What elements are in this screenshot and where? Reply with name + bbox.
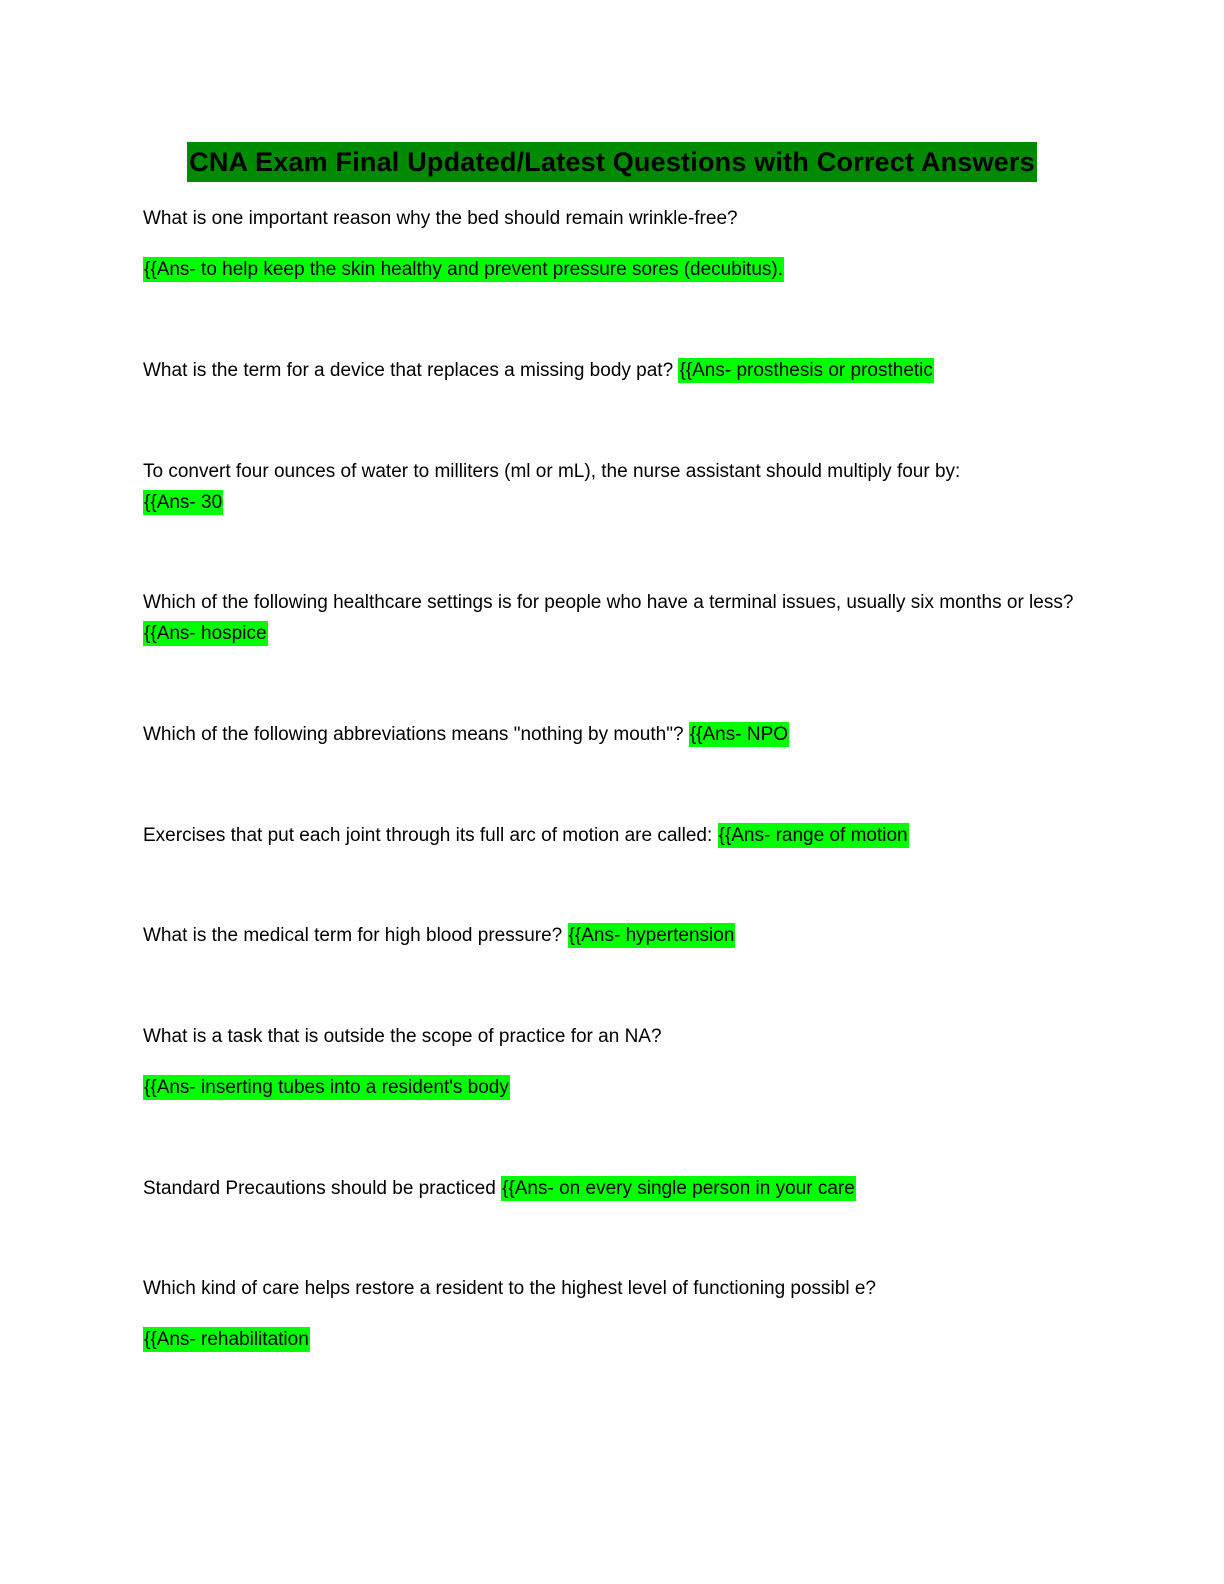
question-text: Which of the following healthcare settings is for people who have a terminal issues, usually six months or less? [143, 592, 1074, 613]
answer-highlight: {{Ans- inserting tubes into a resident's body [144, 1077, 509, 1098]
answer-highlight: {{Ans- prosthesis or prosthetic [679, 360, 933, 381]
answer-highlight: {{Ans- hypertension [568, 925, 735, 946]
question-text: Exercises that put each joint through its full arc of motion are called: [143, 825, 713, 846]
document-title: CNA Exam Final Updated/Latest Questions with Correct Answers [187, 142, 1037, 182]
question-2 [143, 355, 1083, 386]
question-text: What is a task that is outside the scope of practice for an NA? [143, 1026, 662, 1047]
answer-10 [143, 1324, 1083, 1355]
answer-highlight: {{Ans- 30 [144, 492, 223, 513]
question-text: What is one important reason why the bed should remain wrinkle-free? [143, 208, 738, 229]
question-3 [143, 456, 1083, 518]
question-5 [143, 719, 1083, 750]
question-text: To convert four ounces of water to milliters (ml or mL), the nurse assistant should multiply four by: [143, 461, 961, 482]
question-text: What is the medical term for high blood pressure? [143, 925, 563, 946]
title-wrap [0, 142, 1224, 182]
question-text: Standard Precautions should be practiced [143, 1178, 496, 1199]
question-9 [143, 1173, 1083, 1204]
answer-highlight: {{Ans- hospice [144, 623, 267, 644]
answer-1 [143, 254, 1083, 285]
answer-8 [143, 1072, 1083, 1103]
answer-highlight: {{Ans- NPO [689, 724, 789, 745]
question-10 [143, 1273, 1083, 1304]
question-text: What is the term for a device that replaces a missing body pat? [143, 360, 674, 381]
question-8 [143, 1021, 1083, 1052]
question-6 [143, 820, 1083, 851]
question-1 [143, 203, 1083, 234]
question-4 [143, 587, 1083, 649]
answer-highlight: {{Ans- rehabilitation [144, 1329, 309, 1350]
question-text: Which kind of care helps restore a resident to the highest level of functioning possibl e? [143, 1278, 876, 1299]
question-7 [143, 920, 1083, 951]
question-text: Which of the following abbreviations means "nothing by mouth"? [143, 724, 684, 745]
answer-highlight: {{Ans- on every single person in your care [502, 1178, 855, 1199]
answer-highlight: {{Ans- range of motion [718, 825, 908, 846]
answer-highlight: {{Ans- to help keep the skin healthy and prevent pressure sores (decubitus). [144, 259, 783, 280]
